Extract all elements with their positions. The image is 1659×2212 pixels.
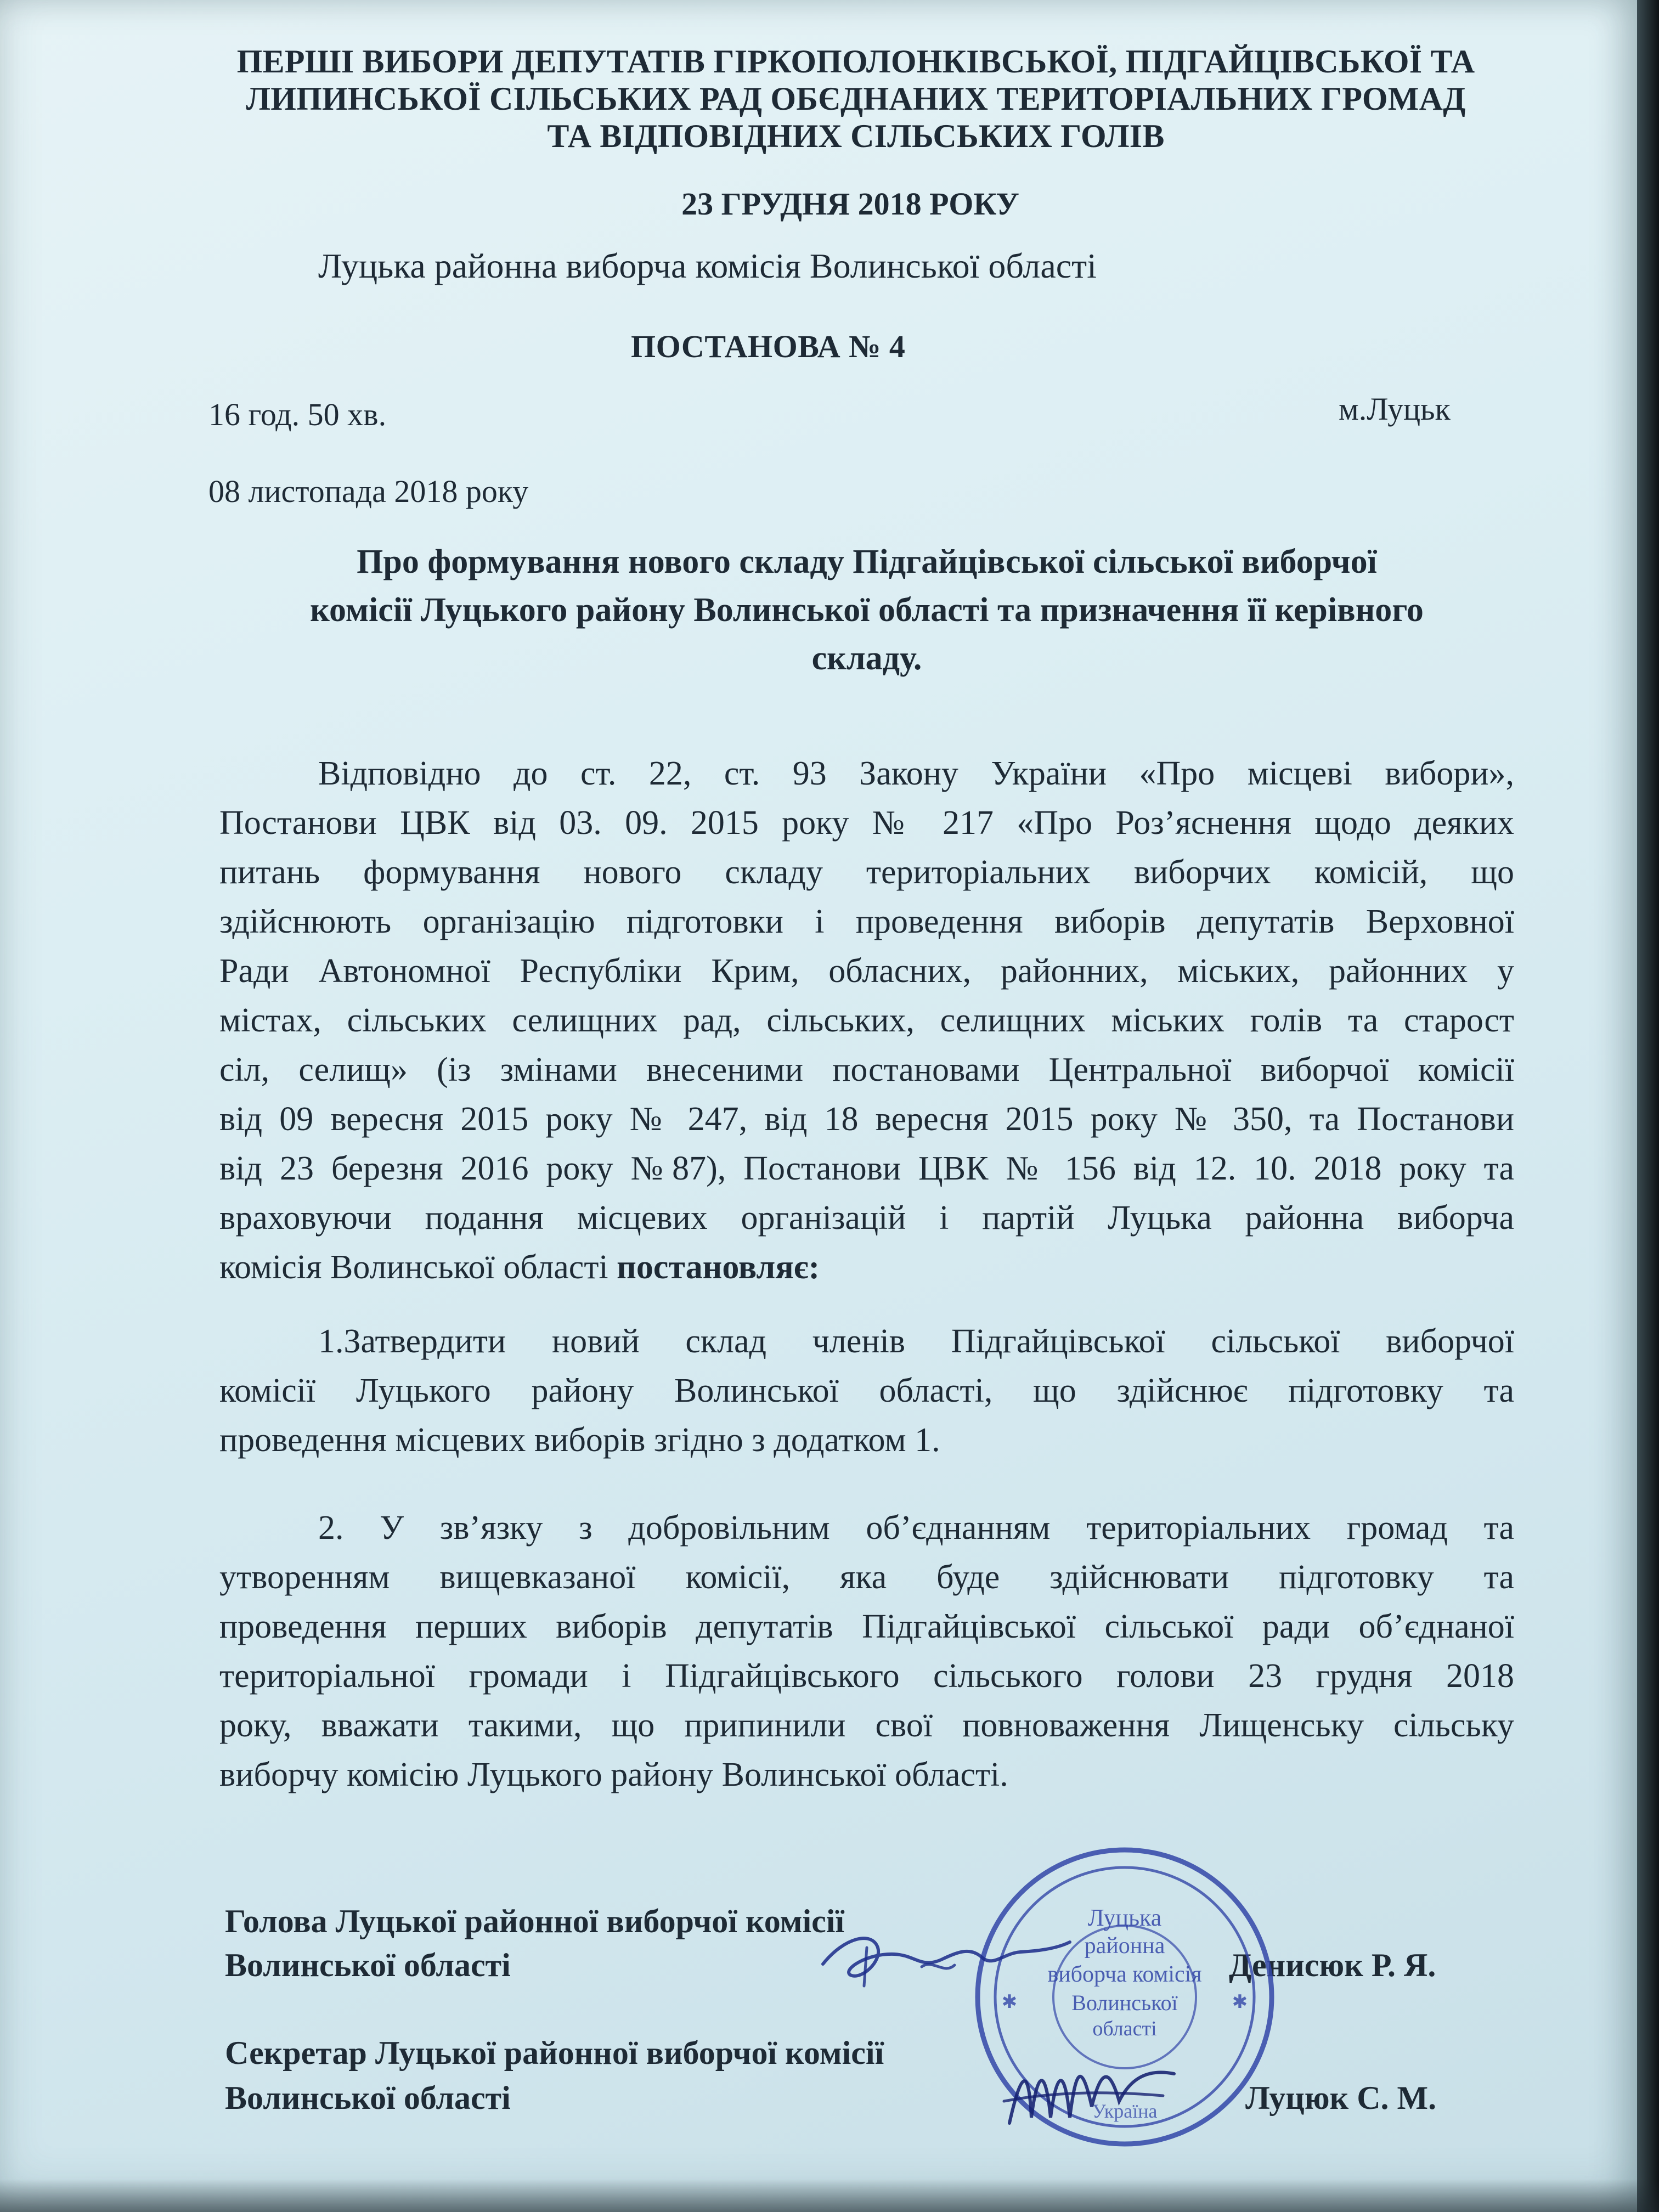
stamp-line-2: районна	[1084, 1933, 1165, 1959]
bottom-shadow	[0, 2179, 1659, 2212]
p3-line-4: територіальної громади і Підгайцівського сільського голови 23 грудня 2018	[219, 1657, 1514, 1695]
decision-city: м.Луцьк	[1339, 391, 1451, 427]
resolves-keyword: постановляє:	[617, 1249, 820, 1286]
p1-line-7: сіл, селищ» (із змінами внесеними постановами Центральної виборчої комісії	[219, 1051, 1514, 1088]
p1-line-6: містах, сільських селищних рад, сільських, селищних міських голів та старост	[219, 1002, 1514, 1039]
paragraph-item-2	[219, 1503, 1514, 1799]
p1-line-11-text: комісія Волинської області	[219, 1249, 617, 1286]
commission-name: Луцька районна виборча комісія Волинської області	[318, 246, 1097, 285]
decision-time: 16 год. 50 хв.	[208, 397, 387, 432]
p1-line-1: Відповідно до ст. 22, ст. 93 Закону України «Про місцеві вибори»,	[318, 755, 1514, 792]
p3-line-6: виборчу комісію Луцького району Волинської області.	[219, 1756, 1008, 1793]
secretary-title-line-1: Секретар Луцької районної виборчої комісії	[225, 2035, 884, 2071]
subject-line-2: комісії Луцького району Волинської області та призначення її керівного	[310, 591, 1424, 629]
p1-line-3: питань формування нового складу територіальних виборчих комісій, що	[219, 854, 1514, 891]
stamp-ring-text: Україна	[1092, 2100, 1158, 2122]
stamp-line-5: області	[1092, 2017, 1157, 2040]
stamp-line-4: Волинської	[1071, 1990, 1178, 2015]
paper-edge-shadow	[1637, 0, 1659, 2212]
p3-line-3: проведення перших виборів депутатів Підгайцівської сільської ради об’єднаної	[219, 1608, 1514, 1645]
election-date: 23 ГРУДНЯ 2018 РОКУ	[681, 186, 1019, 222]
p2-line-2: комісії Луцького району Волинської області, що здійснює підготовку та	[219, 1372, 1514, 1409]
header-line-1: ПЕРШІ ВИБОРИ ДЕПУТАТІВ ГІРКОПОЛОНКІВСЬКОЇ, ПІДГАЙЦІВСЬКОЇ ТА	[236, 43, 1475, 80]
stamp-star-right-icon: ✱	[1232, 1991, 1248, 2013]
p1-line-10: враховуючи подання місцевих організацій і партій Луцька районна виборча	[219, 1199, 1514, 1237]
election-header	[165, 43, 1547, 155]
p1-line-11	[219, 1243, 1514, 1292]
head-signature	[812, 1915, 1075, 2002]
subject-line-3: складу.	[811, 640, 922, 677]
p1-line-9: від 23 березня 2016 року №87), Постанови ЦВК № 156 від 12. 10. 2018 року та	[219, 1150, 1514, 1187]
stamp-line-3: виборча комісія	[1047, 1962, 1202, 1987]
header-line-3: ТА ВІДПОВІДНИХ СІЛЬСЬКИХ ГОЛІВ	[547, 118, 1165, 154]
secretary-signature	[998, 2041, 1185, 2140]
p3-line-5: року, вважати такими, що припинили свої повноваження Лищенську сільську	[219, 1707, 1514, 1744]
header-line-2: ЛИПИНСЬКОЇ СІЛЬСЬКИХ РАД ОБЄДНАНИХ ТЕРИТОРІАЛЬНИХ ГРОМАД	[246, 81, 1466, 117]
subject-line-1: Про формування нового складу Підгайцівської сільської виборчої	[357, 543, 1377, 580]
p1-line-2: Постанови ЦВК від 03. 09. 2015 року № 217 «Про Роз’яснення щодо деяких	[219, 804, 1514, 842]
p1-line-5: Ради Автономної Республіки Крим, обласних, районних, міських, районних у	[219, 952, 1514, 990]
p3-line-1: 2. У зв’язку з добровільним об’єднанням територіальних громад та	[318, 1509, 1514, 1547]
p1-line-8: від 09 вересня 2015 року № 247, від 18 вересня 2015 року № 350, та Постанови	[219, 1101, 1514, 1138]
stamp-line-1: Луцька	[1087, 1904, 1162, 1931]
secretary-name: Луцюк С. М.	[1245, 2080, 1437, 2116]
decision-date: 08 листопада 2018 року	[208, 473, 529, 509]
secretary-title-line-2: Волинської області	[225, 2080, 511, 2116]
head-title-line-2: Волинської області	[225, 1947, 511, 1983]
stamp-star-left-icon: ✱	[1001, 1991, 1018, 2013]
paragraph-item-1	[219, 1317, 1514, 1465]
decision-title: ПОСТАНОВА № 4	[631, 329, 906, 364]
p3-line-2: утворенням вищевказаної комісії, яка буде здійснювати підготовку та	[219, 1559, 1514, 1596]
decision-subject	[219, 538, 1514, 682]
p2-line-1: 1.Затвердити новий склад членів Підгайцівської сільської виборчої	[318, 1323, 1514, 1360]
p1-line-4: здійснюють організацію підготовки і проведення виборів депутатів Верховної	[219, 903, 1514, 940]
paragraph-legal-basis	[219, 749, 1514, 1292]
head-name: Денисюк Р. Я.	[1229, 1947, 1436, 1983]
head-title-line-1: Голова Луцької районної виборчої комісії	[225, 1903, 845, 1939]
p2-line-3: проведення місцевих виборів згідно з додатком 1.	[219, 1421, 940, 1459]
